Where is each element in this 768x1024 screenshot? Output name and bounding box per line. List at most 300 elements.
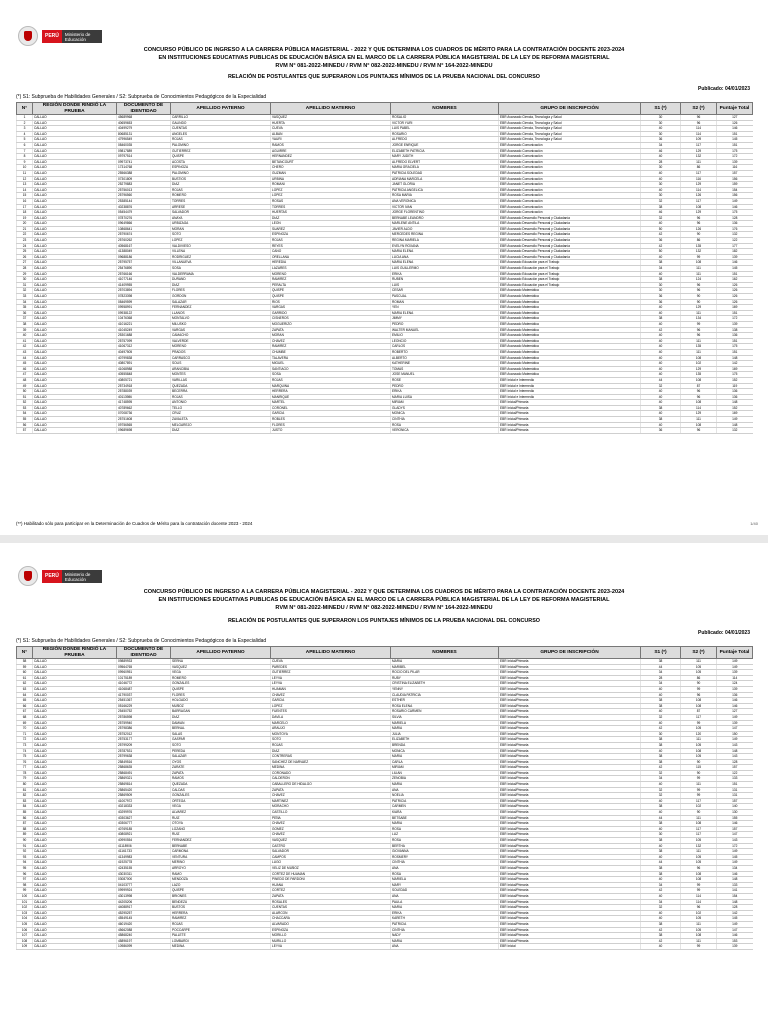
cell-score-s1: 38 (641, 204, 681, 210)
cell-document-id: 09689698 (117, 428, 171, 434)
cell-document-id: 25279883 (117, 182, 171, 188)
cell-inscription-group: EBR Inicial e Intermedio (499, 377, 641, 383)
cell-paternal-surname: BENDEZU (171, 899, 271, 905)
cell-paternal-surname: VENTURA (171, 854, 271, 860)
cell-document-id: 09688186 (117, 254, 171, 260)
cell-maternal-surname: GOMEZ (271, 826, 391, 832)
cell-paternal-surname: VILLANUEVA (171, 260, 271, 266)
cell-row-number: 88 (17, 826, 33, 832)
cell-paternal-surname: SERNA (171, 659, 271, 665)
cell-score-s1: 38 (641, 933, 681, 939)
cell-document-id: 41790037 (117, 692, 171, 698)
cell-region: CALLAO (33, 221, 117, 227)
cell-score-s1: 40 (641, 271, 681, 277)
cell-score-s2: 99 (681, 776, 717, 782)
cell-region: CALLAO (33, 204, 117, 210)
cell-region: CALLAO (33, 692, 117, 698)
cell-score-s2: 111 (681, 159, 717, 165)
cell-region: CALLAO (33, 664, 117, 670)
cell-region: CALLAO (33, 854, 117, 860)
cell-paternal-surname: BERNAL (171, 726, 271, 732)
cell-total-score: 128 (717, 905, 753, 911)
cell-row-number: 35 (17, 305, 33, 311)
cell-score-s1: 40 (641, 221, 681, 227)
cell-document-id: 40990554 (117, 838, 171, 844)
cell-maternal-surname: CALDERON (271, 776, 391, 782)
cell-score-s1: 32 (641, 787, 681, 793)
cell-given-names: PAULA (391, 899, 499, 905)
cell-score-s2: 129 (681, 305, 717, 311)
cell-score-s2: 114 (681, 131, 717, 137)
cell-document-id: 25869321 (117, 776, 171, 782)
cell-given-names: ROSA (391, 422, 499, 428)
cell-inscription-group: EBR Avanzado Matemática (499, 316, 641, 322)
cell-given-names: ROSA (391, 871, 499, 877)
cell-given-names: ADRIANA MARCELA (391, 176, 499, 182)
cell-inscription-group: EBR Inicial/Primaria (499, 428, 641, 434)
cell-region: CALLAO (33, 411, 117, 417)
cell-row-number: 6 (17, 142, 33, 148)
cell-paternal-surname: ANGELES (171, 131, 271, 137)
cell-document-id: 25751608 (117, 417, 171, 423)
cell-row-number: 62 (17, 681, 33, 687)
cell-maternal-surname: CORTEZ (271, 888, 391, 894)
cell-total-score: 139 (717, 686, 753, 692)
cell-given-names: SOLEDAD (391, 888, 499, 894)
cell-score-s1: 40 (641, 305, 681, 311)
cell-score-s2: 105 (681, 670, 717, 676)
cell-score-s1: 40 (641, 154, 681, 160)
cell-paternal-surname: RODRIGUEZ (171, 254, 271, 260)
cell-document-id: 46019420 (117, 921, 171, 927)
cell-total-score: 143 (717, 742, 753, 748)
cell-region: CALLAO (33, 933, 117, 939)
cell-region: CALLAO (33, 198, 117, 204)
cell-region: CALLAO (33, 215, 117, 221)
cell-paternal-surname: VILLENA (171, 249, 271, 255)
cell-score-s2: 105 (681, 860, 717, 866)
cell-region: CALLAO (33, 232, 117, 238)
cell-region: CALLAO (33, 321, 117, 327)
cell-given-names: ROSARIO CARMEN (391, 709, 499, 715)
cell-paternal-surname: PALLETE (171, 933, 271, 939)
cell-score-s2: 117 (681, 170, 717, 176)
cell-total-score: 140 (717, 804, 753, 810)
cell-total-score: 146 (717, 698, 753, 704)
cell-paternal-surname: LAZO (171, 882, 271, 888)
title-line-2: EN INSTITUCIONES EDUCATIVAS PUBLICAS DE EDUCACIÓN BÁSICA EN EL MARCO DE LA CARRERA PÚBLICA MAGISTERIAL DE LA LEY DE REFORMA MAGISTERIAL (158, 597, 610, 603)
cell-document-id: 41068487 (117, 686, 171, 692)
cell-document-id: 25799209 (117, 742, 171, 748)
cell-score-s1: 36 (641, 294, 681, 300)
cell-given-names: JAVIER ALDO (391, 226, 499, 232)
cell-maternal-surname: SANTIAGO (271, 366, 391, 372)
cell-paternal-surname: MEDINA (171, 944, 271, 950)
cell-score-s1: 36 (641, 299, 681, 305)
cell-row-number: 91 (17, 843, 33, 849)
cell-given-names: ANA (391, 865, 499, 871)
cell-row-number: 100 (17, 893, 33, 899)
cell-given-names: NOELIA (391, 793, 499, 799)
cell-inscription-group: EBR Inicial/Primaria (499, 787, 641, 793)
score-note: (*) S1: Subprueba de Habilidades Generales / S2: Subprueba de Conocimientos Pedagógicos de la Especialidad (16, 638, 267, 644)
cell-document-id: 09958991 (117, 305, 171, 311)
cell-total-score: 143 (717, 754, 753, 760)
cell-document-id: 25799638 (117, 754, 171, 760)
cell-document-id: 09817889 (117, 148, 171, 154)
cell-document-id: 80685131 (117, 131, 171, 137)
cell-total-score: 148 (717, 748, 753, 754)
cell-paternal-surname: SOLIS (171, 361, 271, 367)
cell-maternal-surname: MORAN (271, 333, 391, 339)
cell-total-score: 147 (717, 832, 753, 838)
cell-inscription-group: EBR Avanzado Matemática (499, 349, 641, 355)
cell-row-number: 87 (17, 821, 33, 827)
cell-given-names: JULIA (391, 731, 499, 737)
cell-region: CALLAO (33, 865, 117, 871)
cell-region: CALLAO (33, 659, 117, 665)
cell-region: CALLAO (33, 765, 117, 771)
cell-score-s1: 40 (641, 843, 681, 849)
cell-score-s1: 40 (641, 916, 681, 922)
column-header-given-names: NOMBRES (391, 103, 499, 115)
cell-given-names: RUBY (391, 675, 499, 681)
cell-document-id: 40499279 (117, 126, 171, 132)
cell-total-score: 142 (717, 361, 753, 367)
published-date: Publicado: 04/01/2023 (698, 630, 750, 636)
cell-maternal-surname: HUANA (271, 882, 391, 888)
cell-paternal-surname: TELLO (171, 405, 271, 411)
brand-peru: PERÚ (42, 30, 62, 43)
cell-region: CALLAO (33, 888, 117, 894)
cell-score-s1: 40 (641, 389, 681, 395)
cell-maternal-surname: ROMANI (271, 182, 391, 188)
cell-document-id: 09960951 (117, 670, 171, 676)
cell-given-names: CARLOS (391, 344, 499, 350)
cell-maternal-surname: CORTEZ DE HUAMAN (271, 871, 391, 877)
cell-document-id: 40769185 (117, 826, 171, 832)
cell-score-s2: 105 (681, 916, 717, 922)
cell-row-number: 24 (17, 243, 33, 249)
cell-score-s2: 99 (681, 787, 717, 793)
cell-inscription-group: EBR Inicial/Primaria (499, 675, 641, 681)
cell-row-number: 46 (17, 366, 33, 372)
brand-peru: PERÚ (42, 570, 62, 583)
cell-given-names: LUIS GUILLERMO (391, 266, 499, 272)
cell-row-number: 1 (17, 115, 33, 121)
cell-paternal-surname: FLORES (171, 692, 271, 698)
cell-document-id: 25790674 (117, 232, 171, 238)
cell-region: CALLAO (33, 333, 117, 339)
cell-inscription-group: EBR Inicial/Primaria (499, 804, 641, 810)
cell-region: CALLAO (33, 377, 117, 383)
cell-document-id: 45896197 (117, 938, 171, 944)
cell-inscription-group: EBR Inicial e Intermedio (499, 383, 641, 389)
cell-row-number: 78 (17, 770, 33, 776)
cell-maternal-surname: JUSTO (271, 428, 391, 434)
cell-paternal-surname: VARGAS (171, 327, 271, 333)
cell-total-score: 141 (717, 888, 753, 894)
cell-given-names: MARLENE ANTILA (391, 221, 499, 227)
cell-maternal-surname: FUENTES (271, 709, 391, 715)
cell-total-score: 142 (717, 910, 753, 916)
cell-row-number: 95 (17, 865, 33, 871)
cell-document-id: 41016221 (117, 321, 171, 327)
cell-given-names: NADY (391, 933, 499, 939)
cell-total-score: 151 (717, 271, 753, 277)
cell-score-s2: 111 (681, 849, 717, 855)
cell-inscription-group: EBR Avanzado Matemática (499, 361, 641, 367)
cell-score-s1: 40 (641, 361, 681, 367)
cell-document-id: 25796560 (117, 193, 171, 199)
cell-score-s1: 40 (641, 400, 681, 406)
cell-given-names: LEONCIO (391, 338, 499, 344)
cell-score-s1: 50 (641, 249, 681, 255)
cell-document-id: 25798386 (117, 726, 171, 732)
cell-inscription-group: EBR Avanzado Comunicación (499, 159, 641, 165)
table-header (17, 103, 753, 115)
cell-given-names: ANA (391, 787, 499, 793)
cell-region: CALLAO (33, 938, 117, 944)
cell-given-names: PEDRO (391, 383, 499, 389)
cell-given-names: LUZ (391, 832, 499, 838)
cell-total-score: 155 (717, 815, 753, 821)
cell-given-names: VERONICA (391, 428, 499, 434)
cell-given-names: JIMMY (391, 316, 499, 322)
cell-score-s2: 96 (681, 905, 717, 911)
cell-row-number: 9 (17, 159, 33, 165)
cell-given-names: LILIAN (391, 770, 499, 776)
cell-total-score: 157 (717, 826, 753, 832)
cell-total-score: 157 (717, 798, 753, 804)
cell-document-id: 25766166 (117, 271, 171, 277)
cell-score-s2: 124 (681, 277, 717, 283)
cell-inscription-group: EBR Inicial/Primaria (499, 709, 641, 715)
cell-maternal-surname: HUERTAS (271, 210, 391, 216)
cell-paternal-surname: MENDOZA (171, 877, 271, 883)
cell-total-score: 157 (717, 765, 753, 771)
cell-score-s2: 114 (681, 405, 717, 411)
cell-paternal-surname: FLORES (171, 288, 271, 294)
cell-given-names: MARIA (391, 905, 499, 911)
cell-score-s1: 40 (641, 686, 681, 692)
cell-score-s1: 40 (641, 910, 681, 916)
cell-maternal-surname: LOPEZ (271, 187, 391, 193)
cell-score-s2: 102 (681, 804, 717, 810)
cell-row-number: 42 (17, 344, 33, 350)
cell-total-score: 147 (717, 927, 753, 933)
cell-maternal-surname: PEÑA (271, 815, 391, 821)
cell-document-id: 07823398 (117, 294, 171, 300)
cell-maternal-surname: HERRERA (271, 389, 391, 395)
cell-inscription-group: EBR Avanzado Matemática (499, 288, 641, 294)
cell-total-score: 128 (717, 215, 753, 221)
cell-score-s1: 38 (641, 737, 681, 743)
cell-score-s2: 129 (681, 182, 717, 188)
cell-score-s1: 40 (641, 411, 681, 417)
cell-given-names: MARIA (391, 726, 499, 732)
cell-score-s1: 30 (641, 120, 681, 126)
cell-inscription-group: EBR Avanzado Matemática (499, 344, 641, 350)
cell-inscription-group: EBR Inicial/Primaria (499, 714, 641, 720)
cell-score-s1: 42 (641, 888, 681, 894)
cell-paternal-surname: BRIONES (171, 893, 271, 899)
title-line-3: RVM N° 081-2022-MINEDU / RVM N° 082-2022-MINEDU / RVM N° 164-2022-MINEDU (275, 63, 493, 69)
cell-total-score: 148 (717, 899, 753, 905)
cell-row-number: 48 (17, 377, 33, 383)
cell-total-score: 147 (717, 726, 753, 732)
cell-score-s1: 40 (641, 422, 681, 428)
cell-inscription-group: EBR Inicial/Primaria (499, 860, 641, 866)
cell-inscription-group: EBR Inicial (499, 944, 641, 950)
cell-score-s1: 40 (641, 310, 681, 316)
cell-score-s1: 34 (641, 670, 681, 676)
cell-score-s1: 38 (641, 804, 681, 810)
cell-score-s2: 105 (681, 664, 717, 670)
cell-document-id: 09973741 (117, 159, 171, 165)
cell-paternal-surname: ROMERO (171, 193, 271, 199)
cell-score-s1: 44 (641, 815, 681, 821)
cell-document-id: 41046772 (117, 681, 171, 687)
cell-given-names: CARMEN (391, 804, 499, 810)
cell-score-s2: 90 (681, 770, 717, 776)
cell-row-number: 22 (17, 232, 33, 238)
cell-total-score: 138 (717, 327, 753, 333)
cell-paternal-surname: LOZANO (171, 826, 271, 832)
cell-paternal-surname: VALDERRAMA (171, 271, 271, 277)
cell-score-s1: 38 (641, 659, 681, 665)
cell-paternal-surname: DIAZ (171, 182, 271, 188)
cell-region: CALLAO (33, 793, 117, 799)
cell-inscription-group: EBR Inicial/Primaria (499, 698, 641, 704)
cell-document-id: 09889933 (117, 659, 171, 665)
cell-total-score: 151 (717, 131, 753, 137)
cell-row-number: 25 (17, 249, 33, 255)
cell-score-s1: 34 (641, 266, 681, 272)
cell-maternal-surname: VARGAS (271, 305, 391, 311)
cell-inscription-group: EBR Avanzado Matemática (499, 299, 641, 305)
cell-maternal-surname: MORENO (271, 271, 391, 277)
cell-document-id: 10175189 (117, 675, 171, 681)
cell-region: CALLAO (33, 366, 117, 372)
cell-given-names: ALFREDO ELVERT (391, 159, 499, 165)
cell-document-id: 25786598 (117, 714, 171, 720)
cell-score-s1: 40 (641, 338, 681, 344)
cell-region: CALLAO (33, 327, 117, 333)
column-header-total-score: Puntaje Total (717, 103, 753, 115)
cell-region: CALLAO (33, 703, 117, 709)
cell-given-names: ROSA MARIA (391, 193, 499, 199)
cell-row-number: 77 (17, 765, 33, 771)
cell-score-s2: 111 (681, 737, 717, 743)
cell-score-s2: 116 (681, 176, 717, 182)
cell-given-names: MIRIAM (391, 765, 499, 771)
cell-region: CALLAO (33, 226, 117, 232)
cell-total-score: 148 (717, 400, 753, 406)
cell-total-score: 146 (717, 703, 753, 709)
cell-score-s2: 132 (681, 843, 717, 849)
cell-total-score: 154 (717, 893, 753, 899)
cell-document-id: 09938122 (117, 310, 171, 316)
cell-region: CALLAO (33, 748, 117, 754)
cell-paternal-surname: VEGA (171, 804, 271, 810)
cell-row-number: 18 (17, 210, 33, 216)
cell-maternal-surname: CUENTAS (271, 905, 391, 911)
cell-given-names: ROSARIO (391, 131, 499, 137)
cell-paternal-surname: SALAZAR (171, 754, 271, 760)
cell-total-score: 151 (717, 782, 753, 788)
cell-total-score: 132 (717, 428, 753, 434)
cell-paternal-surname: QUISPE (171, 154, 271, 160)
cell-score-s2: 96 (681, 115, 717, 121)
cell-maternal-surname: HEREDIA (271, 260, 391, 266)
cell-paternal-surname: ROMERO (171, 675, 271, 681)
cell-score-s1: 32 (641, 714, 681, 720)
cell-total-score: 122 (717, 770, 753, 776)
cell-region: CALLAO (33, 759, 117, 765)
cell-given-names: BERNABE LEANDRO (391, 215, 499, 221)
cell-paternal-surname: GALINDO (171, 120, 271, 126)
cell-paternal-surname: ARROYO (171, 865, 271, 871)
cell-total-score: 169 (717, 305, 753, 311)
cell-total-score: 149 (717, 921, 753, 927)
cell-row-number: 102 (17, 905, 33, 911)
score-note: (*) S1: Subprueba de Habilidades Generales / S2: Subprueba de Conocimientos Pedagógicos de la Especialidad (16, 94, 267, 100)
cell-maternal-surname: LEYVA (271, 681, 391, 687)
cell-total-score: 139 (717, 720, 753, 726)
cell-region: CALLAO (33, 361, 117, 367)
cell-score-s1: 42 (641, 927, 681, 933)
cell-paternal-surname: MORAN (171, 226, 271, 232)
cell-document-id: 44088917 (117, 905, 171, 911)
cell-score-s1: 42 (641, 938, 681, 944)
column-header-score-s2: S2 (*) (681, 647, 717, 659)
cell-paternal-surname: ESPINOZA (171, 165, 271, 171)
cell-paternal-surname: LOPEZ (171, 238, 271, 244)
cell-given-names: MARIA LUISA (391, 394, 499, 400)
cell-paternal-surname: DIAZ (171, 714, 271, 720)
cell-row-number: 56 (17, 422, 33, 428)
cell-paternal-surname: VALVERDE (171, 338, 271, 344)
cell-score-s2: 114 (681, 893, 717, 899)
cell-maternal-surname: CASTILLO (271, 810, 391, 816)
cell-region: CALLAO (33, 383, 117, 389)
cell-given-names: MARIA (391, 821, 499, 827)
cell-score-s1: 42 (641, 327, 681, 333)
cell-maternal-surname: RAMOS (271, 142, 391, 148)
cell-row-number: 98 (17, 882, 33, 888)
cell-region: CALLAO (33, 182, 117, 188)
cell-row-number: 27 (17, 260, 33, 266)
cell-paternal-surname: ANAYA (171, 215, 271, 221)
cell-score-s2: 132 (681, 249, 717, 255)
cell-row-number: 43 (17, 349, 33, 355)
cell-score-s2: 108 (681, 260, 717, 266)
cell-row-number: 70 (17, 726, 33, 732)
cell-score-s2: 90 (681, 232, 717, 238)
cell-score-s1: 30 (641, 731, 681, 737)
cell-score-s2: 108 (681, 877, 717, 883)
cell-score-s1: 38 (641, 405, 681, 411)
cell-inscription-group: EBR Inicial/Primaria (499, 865, 641, 871)
cell-score-s2: 126 (681, 226, 717, 232)
cell-given-names: SILVIA (391, 714, 499, 720)
cell-total-score: 149 (717, 714, 753, 720)
cell-score-s2: 96 (681, 394, 717, 400)
cell-given-names: ROBERTO (391, 349, 499, 355)
cell-region: CALLAO (33, 372, 117, 378)
cell-score-s1: 40 (641, 170, 681, 176)
